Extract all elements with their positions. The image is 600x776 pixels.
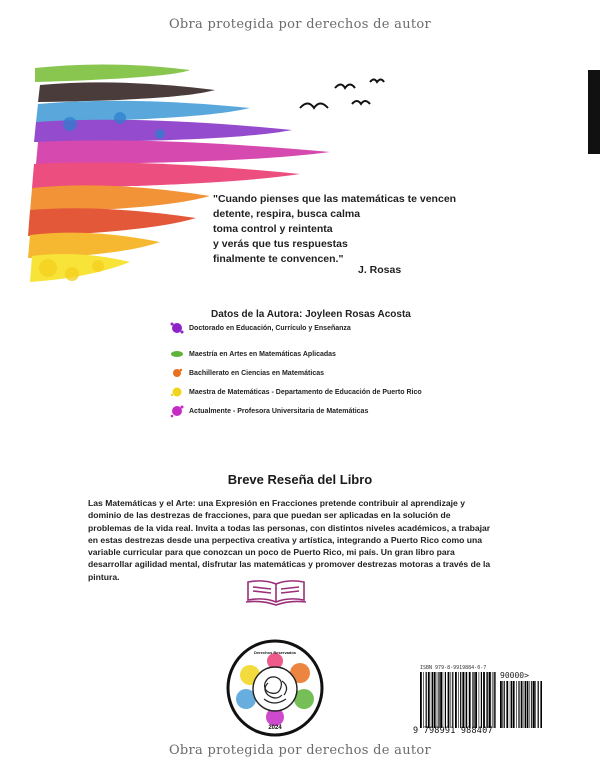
- rose-seal-logo: [226, 639, 324, 737]
- barcode-bar: [495, 672, 496, 728]
- barcode-bar: [448, 672, 450, 728]
- barcode-bar: [431, 672, 432, 728]
- review-title: Breve Reseña del Libro: [227, 472, 373, 487]
- barcode-bar: [492, 672, 493, 728]
- barcode-bar: [451, 672, 452, 728]
- credential-text: Maestra de Matemáticas - Departamento de Educación de Puerto Rico: [189, 388, 422, 396]
- barcode-bar: [531, 681, 532, 728]
- credential-text: Bachillerato en Ciencias en Matemáticas: [189, 369, 324, 377]
- author-info-title: Datos de la Autora: Joyleen Rosas Acosta: [211, 309, 411, 320]
- copyright-watermark-top: Obra protegida por derechos de autor: [168, 17, 432, 32]
- quote-line: toma control y reintenta: [213, 223, 333, 235]
- barcode-bar: [452, 672, 453, 728]
- barcode-bar: [458, 672, 459, 728]
- paint-splat-icon: [170, 347, 184, 361]
- barcode-bar: [443, 672, 444, 728]
- barcode-bar: [473, 672, 474, 728]
- credential-text: Maestría en Artes en Matemáticas Aplicadas: [189, 350, 336, 358]
- barcode-bar: [511, 681, 512, 728]
- seal-year: 2024: [268, 725, 282, 731]
- barcode-bar: [504, 681, 505, 728]
- barcode-bar: [465, 672, 466, 728]
- barcode-bar: [432, 672, 433, 728]
- inspirational-quote: [213, 192, 513, 267]
- barcode-bar: [420, 672, 422, 728]
- credential-text: Doctorado en Educación, Currículo y Enseñanza: [189, 324, 351, 332]
- barcode-bar: [481, 672, 482, 728]
- barcode-bar: [475, 672, 477, 728]
- paint-splat-icon: [170, 321, 184, 335]
- credential-item: [170, 346, 336, 362]
- barcode-bar: [538, 681, 539, 728]
- barcode-bar: [494, 672, 495, 728]
- barcode-bar: [423, 672, 424, 728]
- price-barcode: [500, 681, 542, 728]
- barcode-bar: [510, 681, 511, 728]
- barcode-bar: [524, 681, 525, 728]
- price-code: 90000>: [500, 671, 529, 680]
- barcode-bar: [521, 681, 523, 728]
- barcode-bar: [489, 672, 491, 728]
- barcode-bar: [486, 672, 487, 728]
- barcode-bar: [525, 681, 526, 728]
- copyright-watermark-bottom: Obra protegida por derechos de autor: [168, 743, 432, 758]
- credential-item: [170, 403, 368, 419]
- quote-line: "Cuando pienses que las matemáticas te vencen: [213, 193, 457, 205]
- paint-splat-icon: [170, 385, 184, 399]
- barcode-bar: [434, 672, 436, 728]
- credential-item: [170, 320, 351, 336]
- barcode-bar: [440, 672, 442, 728]
- barcode-bar: [518, 681, 519, 728]
- barcode-bar: [535, 681, 536, 728]
- barcode-bar: [500, 681, 502, 728]
- barcode-bar: [466, 672, 467, 728]
- barcode-bar: [530, 681, 531, 728]
- barcode-bar: [445, 672, 446, 728]
- barcode-bar: [487, 672, 488, 728]
- barcode-bar: [513, 681, 515, 728]
- review-body: Las Matemáticas y el Arte: una Expresión en Fracciones pretende contribuir al aprendizaje y dominio de las destrezas de fracciones, para que puedan ser aplicadas en la solución de problemas de la vida real. Invita a todas las personas, con distintos niveles académicos, a trabajar en estas destrezas desde una perpectiva creativa y artística, integrando a Puerto Rico como una variable curricular para que conozcan un poco de Puerto Rico, mi país. Un gran libro para desarrollar agilidad mental, disfrutar las matemáticas y promover destrezas motoras a través de la pintura.: [88, 498, 491, 582]
- credential-text: Actualmente - Profesora Universitaria de Matemáticas: [189, 407, 369, 415]
- isbn-label: ISBN 979-8-9919884-0-7: [420, 665, 487, 671]
- quote-author: J. Rosas: [358, 264, 402, 276]
- barcode-bar: [455, 672, 457, 728]
- barcode-bar: [428, 672, 430, 728]
- credential-item: [170, 365, 324, 381]
- barcode-bar: [469, 672, 471, 728]
- barcode-bar: [516, 681, 517, 728]
- barcode-bar: [426, 672, 427, 728]
- barcode-bar: [462, 672, 464, 728]
- barcode-bar: [506, 681, 508, 728]
- open-book-icon: [244, 578, 308, 606]
- barcode-bar: [540, 681, 542, 728]
- barcode-bar: [483, 672, 485, 728]
- paint-splat-icon: [170, 404, 184, 418]
- barcode-bar: [472, 672, 473, 728]
- barcode-bar: [438, 672, 439, 728]
- barcode-bar: [533, 681, 535, 728]
- barcode-bar: [502, 681, 503, 728]
- barcode-bar: [460, 672, 461, 728]
- quote-line: y verás que tus respuestas: [213, 238, 348, 250]
- barcode-bar: [437, 672, 438, 728]
- barcode-bar: [479, 672, 480, 728]
- quote-line: finalmente te convencen.": [213, 253, 344, 265]
- quote-line: detente, respira, busca calma: [213, 208, 361, 220]
- paint-splat-icon: [170, 366, 184, 380]
- barcode-bar: [527, 681, 529, 728]
- birds-icon: [300, 80, 384, 109]
- credential-item: [170, 384, 422, 400]
- isbn-barcode: [420, 672, 496, 728]
- seal-top-text: Derechos Reservados: [253, 650, 297, 655]
- barcode-digits: 9 798991 988407: [413, 726, 493, 736]
